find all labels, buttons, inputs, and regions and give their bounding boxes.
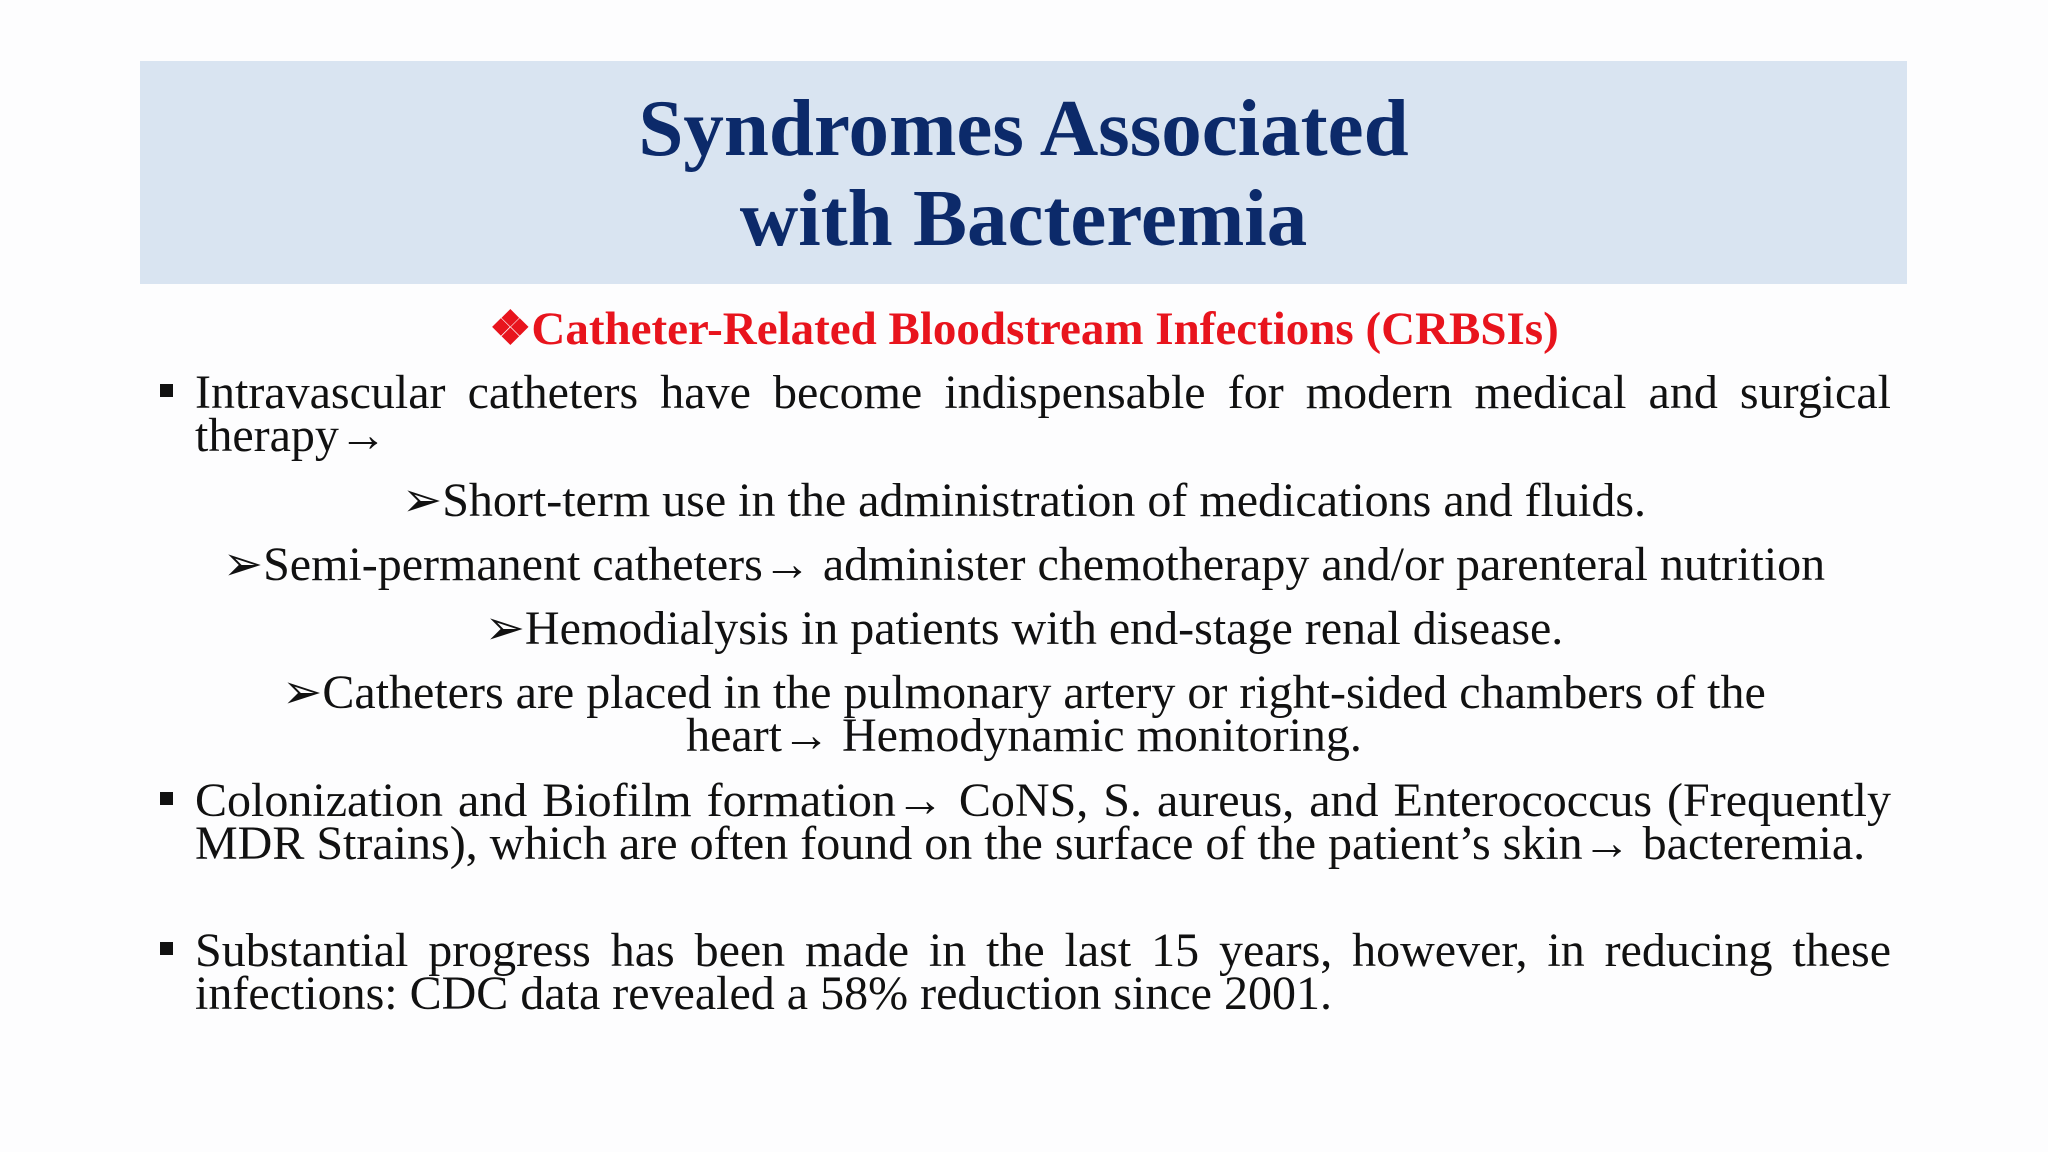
arrowhead-bullet-icon: ➢ bbox=[402, 474, 443, 527]
sub-point-pulmonary-artery bbox=[0, 666, 2048, 719]
sub-point-text-line-1: Catheters are placed in the pulmonary artery or right-sided chambers of the bbox=[322, 666, 1766, 719]
sub-point-semi-permanent bbox=[0, 538, 2048, 591]
slide-title-line-1: Syndromes Associated bbox=[638, 83, 1409, 173]
bullet-paragraph-1: Intravascular catheters have become indispensable for modern medical and surgical therapy→ bbox=[195, 366, 1891, 462]
sub-point-text-line-2: heart→ Hemodynamic monitoring. bbox=[686, 709, 1362, 762]
sub-point-text: Semi-permanent catheters→ administer chemotherapy and/or parenteral nutrition bbox=[263, 538, 1826, 591]
slide-title bbox=[140, 83, 1907, 263]
sub-point-hemodialysis bbox=[0, 602, 2048, 655]
arrowhead-bullet-icon: ➢ bbox=[222, 538, 264, 591]
sub-point-text: Short-term use in the administration of medications and fluids. bbox=[442, 474, 1646, 527]
section-heading: ❖Catheter-Related Bloodstream Infections (CRBSIs) bbox=[489, 303, 1559, 355]
arrowhead-bullet-icon: ➢ bbox=[282, 666, 323, 719]
sub-point-text: Hemodialysis in patients with end-stage renal disease. bbox=[524, 602, 1564, 655]
slide-title-line-2: with Bacteremia bbox=[739, 173, 1308, 263]
title-band bbox=[140, 61, 1907, 284]
sub-point-short-term bbox=[0, 474, 2048, 527]
square-bullet-icon bbox=[160, 384, 190, 398]
arrowhead-bullet-icon: ➢ bbox=[484, 602, 525, 655]
square-bullet-icon bbox=[160, 942, 190, 956]
bullet-paragraph-2: Colonization and Biofilm formation→ CoNS, S. aureus, and Enterococcus (Frequently MDR Strains), which are often found on the surface of the patient’s skin→ bacteremia. bbox=[195, 774, 1891, 870]
square-bullet-icon bbox=[160, 792, 190, 806]
bullet-paragraph-3: Substantial progress has been made in the last 15 years, however, in reducing these infections: CDC data revealed a 58% reduction since 2001. bbox=[195, 924, 1891, 1020]
sub-point-pulmonary-artery-cont bbox=[0, 709, 2048, 762]
